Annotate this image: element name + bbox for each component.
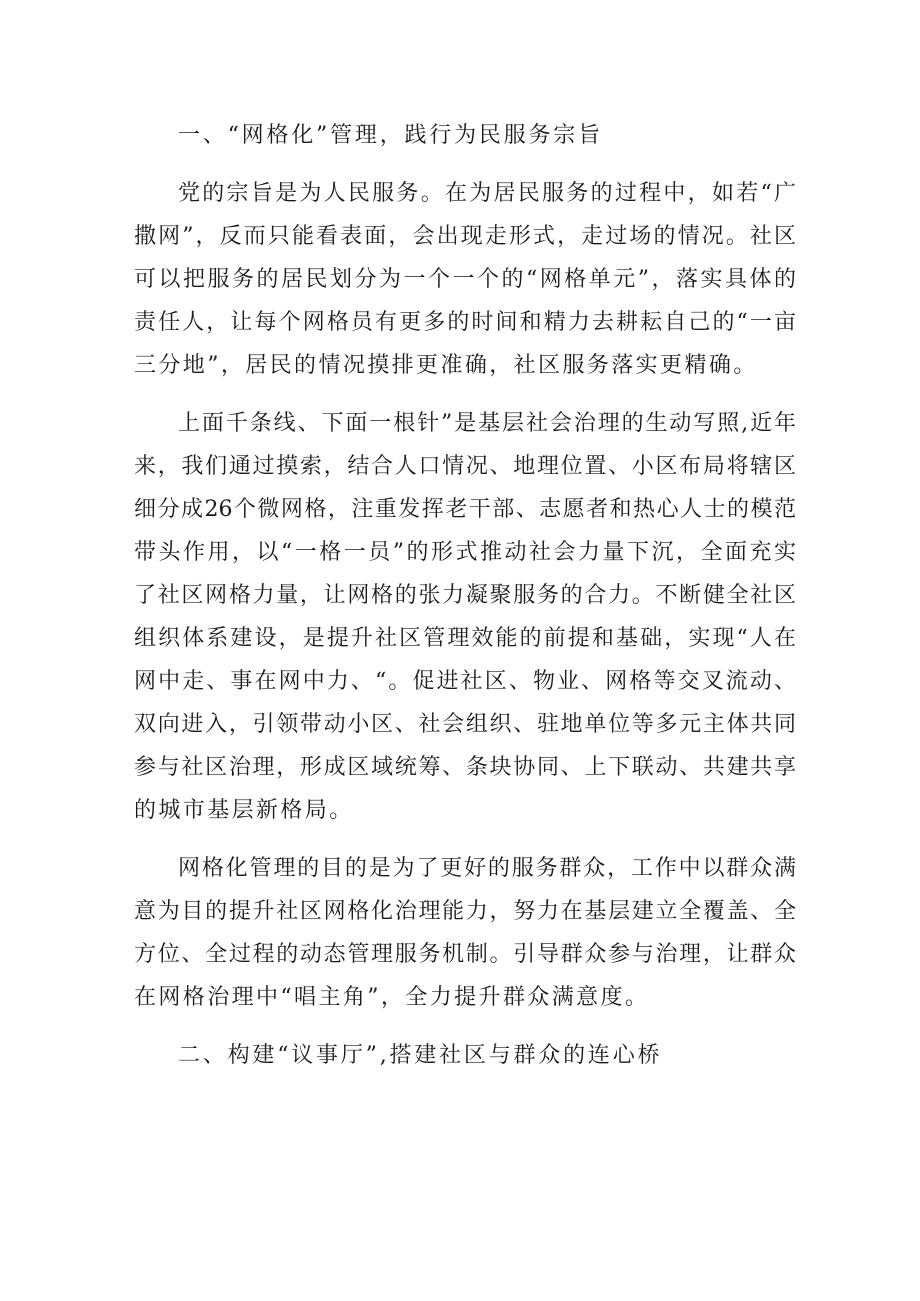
paragraph-line: 来，我们通过摸索，结合人口情况、地理位置、小区布局将辖区 (134, 454, 796, 479)
paragraph-line: 在网格治理中“唱主角”，全力提升群众满意度。 (134, 985, 650, 1010)
paragraph-line: 参与社区治理，形成区域统筹、条块协同、上下联动、共建共享 (134, 755, 796, 780)
paragraph-line: 网格化管理的目的是为了更好的服务群众，工作中以群众满 (178, 856, 796, 881)
paragraph-line: 的城市基层新格局。 (134, 798, 354, 823)
document-body (134, 114, 796, 1077)
paragraph-3 (134, 847, 796, 1019)
paragraph-line: 方位、全过程的动态管理服务机制。引导群众参与治理，让群众 (134, 942, 796, 967)
paragraph-line: 细分成26个微网格，注重发挥老干部、志愿者和热心人士的模范 (134, 497, 796, 522)
paragraph-line: 党的宗旨是为人民服务。在为居民服务的过程中，如若“广 (178, 181, 796, 206)
paragraph-line: 了社区网格力量，让网格的张力凝聚服务的合力。不断健全社区 (134, 583, 796, 608)
paragraph-line: 上面千条线、下面一根针”是基层社会治理的生动写照,近年 (178, 411, 796, 436)
paragraph-line: 意为目的提升社区网格化治理能力，努力在基层建立全覆盖、全 (134, 899, 796, 924)
heading-text: 一、“网格化”管理，践行为民服务宗旨 (178, 123, 603, 148)
paragraph-line: 带头作用，以“一格一员”的形式推动社会力量下沉，全面充实 (134, 540, 796, 565)
heading-text: 二、构建“议事厅”,搭建社区与群众的连心桥 (178, 1043, 663, 1068)
paragraph-1 (134, 172, 796, 387)
paragraph-line: 三分地”，居民的情况摸排更准确，社区服务落实更精确。 (134, 353, 758, 378)
paragraph-line: 组织体系建设，是提升社区管理效能的前提和基础，实现“人在 (134, 626, 796, 651)
section-heading-1 (134, 114, 796, 157)
paragraph-2 (134, 402, 796, 832)
paragraph-line: 双向进入，引领带动小区、社会组织、驻地单位等多元主体共同 (134, 712, 796, 737)
section-heading-2 (134, 1034, 796, 1077)
paragraph-line: 撒网”，反而只能看表面，会出现走形式，走过场的情况。社区 (134, 224, 796, 249)
paragraph-line: 网中走、事在网中力、“。促进社区、物业、网格等交叉流动、 (134, 669, 796, 694)
paragraph-line: 责任人，让每个网格员有更多的时间和精力去耕耘自己的“一亩 (134, 310, 796, 335)
paragraph-line: 可以把服务的居民划分为一个一个的“网格单元”，落实具体的 (134, 267, 796, 292)
